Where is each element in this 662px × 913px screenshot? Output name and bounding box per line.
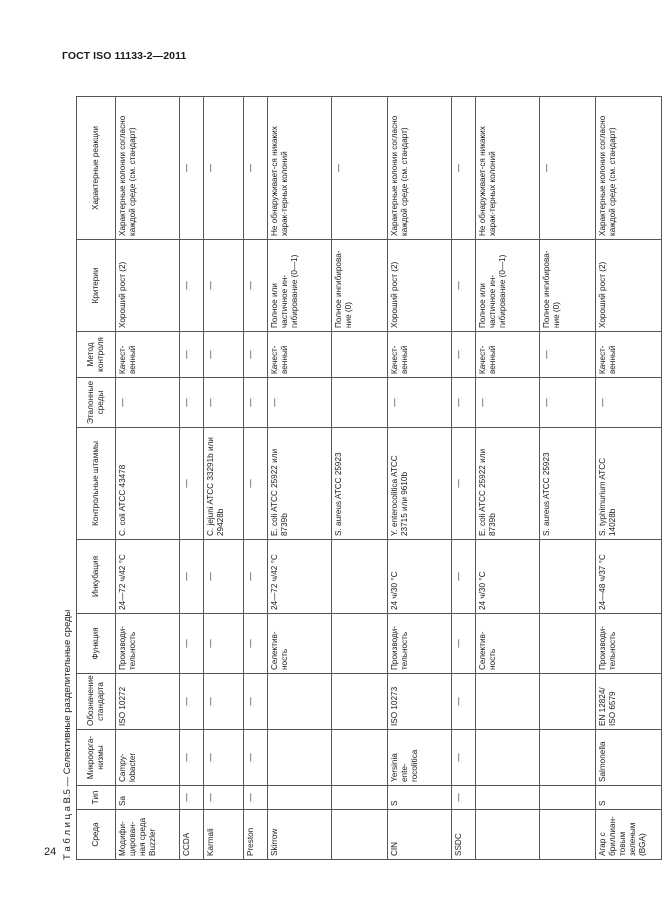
- table-row: [180, 97, 204, 860]
- table-cell: S. aureus ATCC 25923: [332, 428, 388, 540]
- table-cell: Характерные колонии согласно каждой среде (см. стандарт): [388, 97, 452, 240]
- table-cell: —: [452, 730, 476, 786]
- table-cell: CCDA: [180, 810, 204, 860]
- table-cell: 24 ч/30 °С: [476, 540, 540, 614]
- table-cell: Качест-венный: [388, 332, 452, 378]
- table-cell: —: [180, 428, 204, 540]
- table-cell: —: [452, 428, 476, 540]
- table-cell: ISO 10273: [388, 674, 452, 730]
- table-cell: —: [180, 614, 204, 674]
- table-cell: Salmonella: [596, 730, 662, 786]
- table-cell: C. coli ATCC 43478: [116, 428, 180, 540]
- table-cell: Y. enterocolitica ATCC 23715 или 9610b: [388, 428, 452, 540]
- table-cell: —: [452, 674, 476, 730]
- table-cell: 24 ч/30 °С: [388, 540, 452, 614]
- table-cell: —: [244, 428, 268, 540]
- table-cell: —: [180, 540, 204, 614]
- table-cell: —: [540, 97, 596, 240]
- table-cell: —: [180, 378, 204, 428]
- table-cell: Preston: [244, 810, 268, 860]
- table-cell: —: [244, 540, 268, 614]
- table-cell: Качест-венный: [476, 332, 540, 378]
- table-cell: [476, 786, 540, 810]
- table-cell: 24—72 ч/42 °С: [116, 540, 180, 614]
- table-row: [540, 97, 596, 860]
- table-cell: [332, 786, 388, 810]
- table-cell: Селектив-ность: [268, 614, 332, 674]
- table-cell: [332, 540, 388, 614]
- table-cell: —: [244, 378, 268, 428]
- table-cell: —: [452, 614, 476, 674]
- table-cell: —: [244, 240, 268, 332]
- table-cell: —: [452, 540, 476, 614]
- table-row: [332, 97, 388, 860]
- table-row: [204, 97, 244, 860]
- table-cell: [268, 786, 332, 810]
- page-number: 24: [44, 846, 57, 858]
- table-cell: Полное или частичное ин-гибирование (0—1): [476, 240, 540, 332]
- table-cell: [476, 674, 540, 730]
- table-cell: [332, 730, 388, 786]
- table-cell: —: [452, 378, 476, 428]
- table-cell: —: [204, 240, 244, 332]
- document-header: ГОСТ ISO 11133-2—2011: [62, 50, 187, 62]
- table-row: [268, 97, 332, 860]
- table-cell: E. coli ATCC 25922 или 8739b: [476, 428, 540, 540]
- table-cell: —: [388, 378, 452, 428]
- table-cell: —: [452, 332, 476, 378]
- table-cell: —: [180, 332, 204, 378]
- table-cell: ISO 10272: [116, 674, 180, 730]
- table-row: [476, 97, 540, 860]
- table-cell: Sa: [116, 786, 180, 810]
- table-cell: —: [452, 240, 476, 332]
- table-header-row: [77, 97, 116, 860]
- table-cell: —: [244, 97, 268, 240]
- table-cell: —: [180, 674, 204, 730]
- table-cell: Полное ингибирова-ние (0): [540, 240, 596, 332]
- table-cell: SSDC: [452, 810, 476, 860]
- table-cell: E. coli ATCC 25922 или 8739b: [268, 428, 332, 540]
- table-cell: —: [476, 378, 540, 428]
- table-cell: [332, 614, 388, 674]
- table-cell: Хороший рост (2): [388, 240, 452, 332]
- table-cell: Полное или частичное ин-гибирование (0—1): [268, 240, 332, 332]
- table-cell: Качест-венный: [116, 332, 180, 378]
- table-cell: —: [244, 730, 268, 786]
- table-cell: —: [204, 614, 244, 674]
- table-body: [116, 97, 662, 860]
- table-cell: Хороший рост (2): [596, 240, 662, 332]
- table-cell: [332, 332, 388, 378]
- table-cell: Производи-тельность: [596, 614, 662, 674]
- table-cell: Характерные колонии согласно каждой среде (см. стандарт): [116, 97, 180, 240]
- rotated-table-block: [62, 97, 647, 860]
- table-cell: —: [204, 540, 244, 614]
- table-cell: [540, 674, 596, 730]
- table-cell: [268, 730, 332, 786]
- table-cell: Качест-венный: [596, 332, 662, 378]
- table-cell: —: [332, 97, 388, 240]
- table-cell: Селектив-ность: [476, 614, 540, 674]
- table-cell: —: [180, 97, 204, 240]
- table-cell: Yersinia ente-rocolitica: [388, 730, 452, 786]
- table-row: [244, 97, 268, 860]
- table-cell: Хороший рост (2): [116, 240, 180, 332]
- table-cell: —: [204, 674, 244, 730]
- table-cell: [332, 674, 388, 730]
- table-cell: Karmali: [204, 810, 244, 860]
- table-cell: [268, 674, 332, 730]
- table-cell: 24—48 ч/37 °С: [596, 540, 662, 614]
- column-header: Функция: [77, 614, 116, 674]
- table-row: [388, 97, 452, 860]
- table-cell: [540, 614, 596, 674]
- column-header: Контрольные штаммы: [77, 428, 116, 540]
- table-cell: —: [204, 332, 244, 378]
- table-row: [116, 97, 180, 860]
- table-row: [596, 97, 662, 860]
- table-cell: —: [204, 378, 244, 428]
- table-cell: —: [452, 786, 476, 810]
- table-cell: S. typhimurium ATCC 14028b: [596, 428, 662, 540]
- table-cell: Skirrow: [268, 810, 332, 860]
- table-cell: [332, 810, 388, 860]
- column-header: Среда: [77, 810, 116, 860]
- table-cell: Не обнаруживает-ся никаких харак-терных колоний: [268, 97, 332, 240]
- table-cell: EN 12824/ ISO 6579: [596, 674, 662, 730]
- table-cell: —: [244, 332, 268, 378]
- table-cell: Производи-тельность: [388, 614, 452, 674]
- table-cell: [476, 730, 540, 786]
- table-cell: —: [180, 786, 204, 810]
- column-header: Характерные реакции: [77, 97, 116, 240]
- table-cell: [540, 730, 596, 786]
- table-cell: Campy-lobacter: [116, 730, 180, 786]
- table-cell: —: [244, 614, 268, 674]
- column-header: Критерии: [77, 240, 116, 332]
- table-cell: C. jejuni ATCC 33291b или 29428b: [204, 428, 244, 540]
- column-header: Инкубация: [77, 540, 116, 614]
- table-cell: —: [116, 378, 180, 428]
- table-cell: [332, 378, 388, 428]
- table-cell: —: [540, 378, 596, 428]
- column-header: Эталонные среды: [77, 378, 116, 428]
- table-cell: Модифи-цирован-ная среда Buzzler: [116, 810, 180, 860]
- table-cell: —: [244, 674, 268, 730]
- column-header: Микроорга-низмы: [77, 730, 116, 786]
- table-cell: S. aureus ATCC 25923: [540, 428, 596, 540]
- selective-media-table: [76, 96, 662, 860]
- table-cell: Агар с бриллиан-товым зеленым (BGA): [596, 810, 662, 860]
- table-cell: [540, 540, 596, 614]
- table-cell: S: [388, 786, 452, 810]
- table-cell: 24—72 ч/42 °С: [268, 540, 332, 614]
- table-cell: [476, 810, 540, 860]
- column-header: Метод контроля: [77, 332, 116, 378]
- table-cell: —: [204, 730, 244, 786]
- table-cell: —: [540, 332, 596, 378]
- table-cell: —: [180, 240, 204, 332]
- table-cell: —: [204, 97, 244, 240]
- table-cell: CIN: [388, 810, 452, 860]
- column-header: Тип: [77, 786, 116, 810]
- table-cell: Не обнаруживает-ся никаких харак-терных колоний: [476, 97, 540, 240]
- table-cell: [540, 810, 596, 860]
- table-cell: —: [452, 97, 476, 240]
- table-cell: Качест-венный: [268, 332, 332, 378]
- table-cell: —: [180, 730, 204, 786]
- column-header: Обозначение стандарта: [77, 674, 116, 730]
- table-cell: —: [244, 786, 268, 810]
- table-cell: [540, 786, 596, 810]
- table-cell: —: [268, 378, 332, 428]
- table-row: [452, 97, 476, 860]
- table-cell: —: [204, 786, 244, 810]
- table-cell: Характерные колонии согласно каждой среде (см. стандарт): [596, 97, 662, 240]
- table-cell: Полное ингибирова-ние (0): [332, 240, 388, 332]
- table-caption: Т а б л и ц а В.5 — Селективные разделительные среды: [62, 609, 73, 860]
- table-cell: —: [596, 378, 662, 428]
- table-cell: Производи-тельность: [116, 614, 180, 674]
- table-cell: S: [596, 786, 662, 810]
